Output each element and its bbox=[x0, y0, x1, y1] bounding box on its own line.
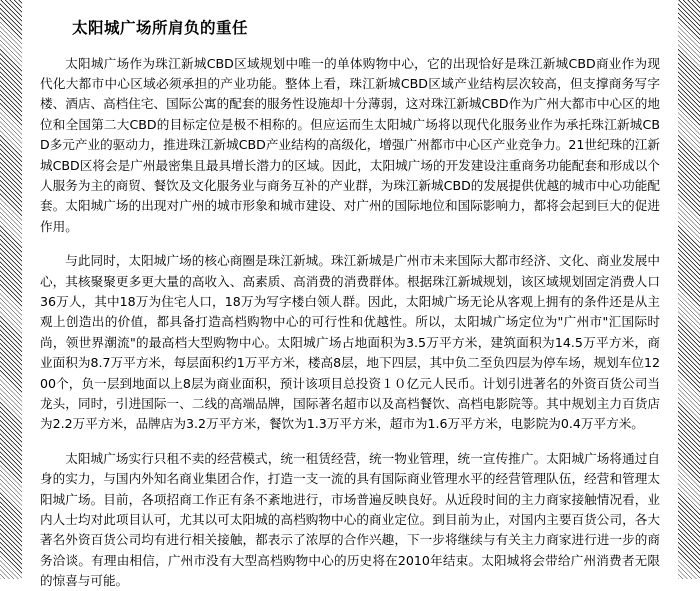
document-page bbox=[22, 0, 678, 589]
page-title: 太阳城广场所肩负的重任 bbox=[72, 19, 249, 37]
body-paragraph-3: 太阳城广场实行只租不卖的经营模式，统一租赁经营，统一物业管理，统一宣传推广。太阳城广场将通过自身的实力，与国内外知名商业集团合作，打造一支一流的具有国际商业管理水平的经营管理队伍，经营和管理太阳城广场。目前，各项招商工作正有条不紊地进行，市场普遍反映良好。从近段时间的主力商家接触情况看，业内人士均对此项目认可，尤其以可太阳城的高档购物中心的商业定位。到目前为止，对国内主要百货公司，各大著名外资百货公司均有进行相关接触，都表示了浓厚的合作兴趣，下一步将继续与有关主力商家进行进一步的商务洽谈。有理由相信，广州市没有大型高档购物中心的历史将在2010年结束。太阳城将会带给广州消费者无限的惊喜与可能。 bbox=[40, 450, 660, 589]
body-paragraph-1: 太阳城广场作为珠江新城CBD区域规划中唯一的单体购物中心，它的出现恰好是珠江新城CBD商业作为现代化大都市中心区域必须承担的产业功能。整体上看，珠江新城CBD区域产业结构层次较高，但支撑商务写字楼、酒店、高档住宅、国际公寓的配套的服务性设施却十分薄弱，这对珠江新城CBD作为广州大都市中心区的地位和全国第二大CBD的目标定位是极不相称的。但应运而生太阳城广场将以现代化服务业作为承托珠江新城CBD多元产业的驱动力，推进珠江新城CBD产业结构的高级化，增强广州都市中心区产业竞争力。21世纪珠的江新城CBD区将会是广州最密集且最具增长潜力的区域。因此，太阳城广场的开发建设注重商务功能配套和形成以个人服务为主的商贸、餐饮及文化服务业与商务互补的产业群，为珠江新城CBD的发展提供优越的城市中心功能配套。太阳城广场的出现对广州的城市形象和城市建设、对广州的国际地位和国际影响力，都将会起到巨大的促进作用。 bbox=[40, 55, 660, 234]
left-margin-hatch bbox=[0, 0, 22, 579]
body-paragraph-2: 与此同时，太阳城广场的核心商圈是珠江新城。珠江新城是广州市未来国际大都市经济、文化、商业发展中心，其核聚聚更多更大量的高收入、高素质、高消费的消费群体。根据珠江新城规划，该区域规划固定消费人口36万人，其中18万为住宅人口，18万为写字楼白领人群。因此，太阳城广场无论从客观上拥有的条件还是从主观上创造出的价值，都具备打造高档购物中心的可行性和优越性。所以，太阳城广场定位为"广州市"汇国际时尚，领世界潮流"的最高档大型购物中心。太阳城广场占地面积为3.5万平方米，建筑面积为14.5万平方米，商业面积为8.7万平方米，每层面积约1万平方米，楼高8层，地下四层，其中负二至负四层为停车场，规划车位1200个，负一层到地面以上8层为商业面积，预计该项目总投资１０亿元人民币。计划引进著名的外资百货公司当龙头，同时，引进国际一、二线的高端品牌，国际著名超市以及高档餐饮、高档电影院等。其中规划主力百货店为2.2万平方米，品牌店为3.2万平方米，餐饮为1.3万平方米，超市为1.6万平方米，电影院为0.4万平方米。 bbox=[40, 253, 660, 432]
right-margin-hatch bbox=[678, 0, 700, 579]
